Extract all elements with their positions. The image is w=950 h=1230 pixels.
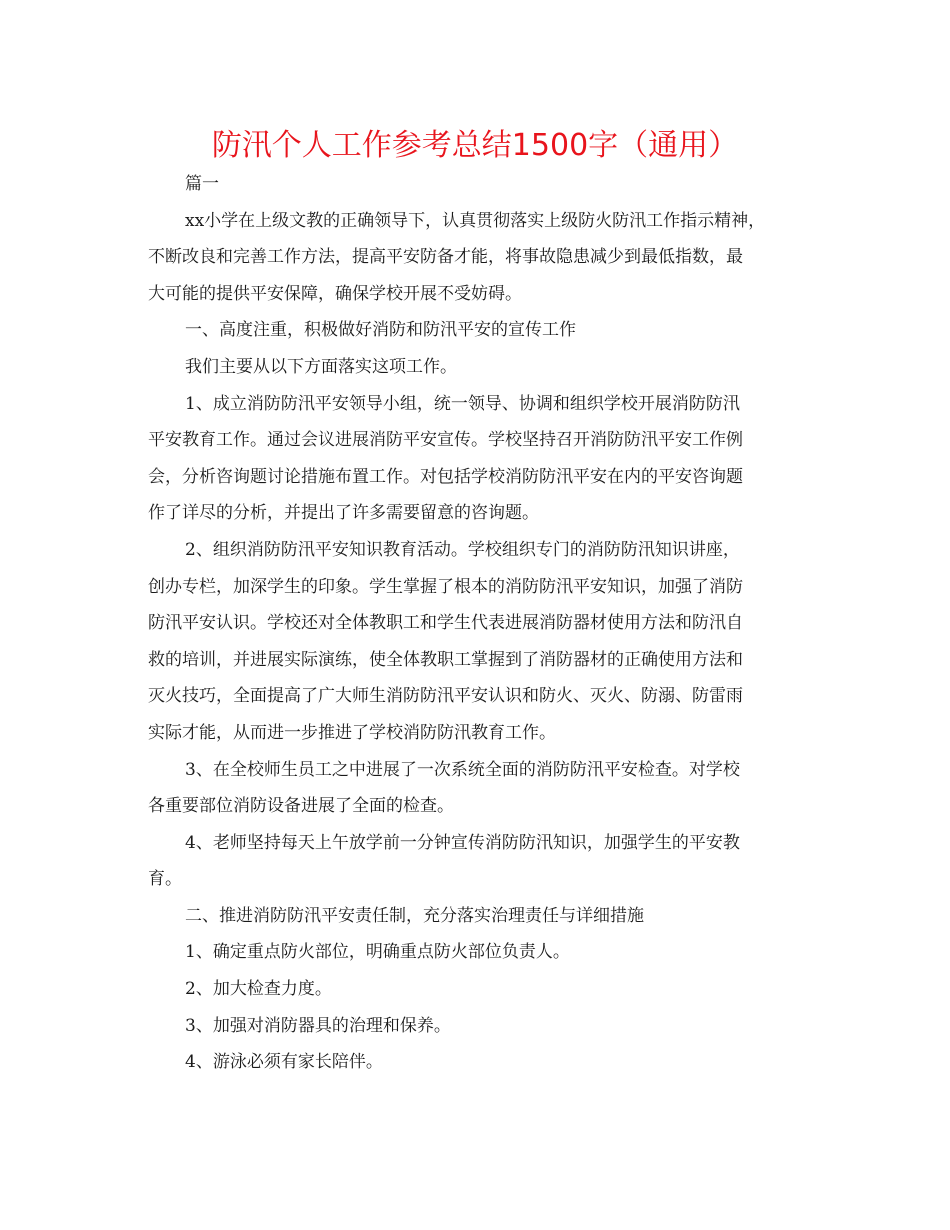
text-line: 2、加大检查力度。 <box>185 979 332 1000</box>
text-line: 1、确定重点防火部位，明确重点防火部位负责人。 <box>185 942 570 963</box>
document-body <box>148 166 808 1081</box>
text-line: 4、老师坚持每天上午放学前一分钟宣传消防防汛知识，加强学生的平安教 <box>185 832 740 853</box>
text-line: 作了详尽的分析，并提出了许多需要留意的咨询题。 <box>148 503 539 524</box>
text-line: 平安教育工作。通过会议进展消防平安宣传。学校坚持召开消防防汛平安工作例 <box>148 430 743 451</box>
text-line: 救的培训，并进展实际演练，使全体教职工掌握到了消防器材的正确使用方法和 <box>148 649 743 670</box>
text-line: 3、在全校师生员工之中进展了一次系统全面的消防防汛平安检查。对学校 <box>185 759 740 780</box>
text-line: 我们主要从以下方面落实这项工作。 <box>185 356 457 377</box>
text-line: 防汛平安认识。学校还对全体教职工和学生代表进展消防器材使用方法和防汛自 <box>148 613 743 634</box>
text-line: 会，分析咨询题讨论措施布置工作。对包括学校消防防汛平安在内的平安咨询题 <box>148 466 743 487</box>
text-line: 2、组织消防防汛平安知识教育活动。学校组织专门的消防防汛知识讲座， <box>185 539 740 560</box>
text-line: 3、加强对消防器具的治理和保养。 <box>185 1015 451 1036</box>
text-line: 1、成立消防防汛平安领导小组，统一领导、协调和组织学校开展消防防汛 <box>185 393 740 414</box>
text-line: 4、游泳必须有家长陪伴。 <box>185 1052 383 1073</box>
text-line: 不断改良和完善工作方法，提高平安防备才能，将事故隐患减少到最低指数，最 <box>148 247 743 268</box>
text-line: 一、高度注重，积极做好消防和防汛平安的宣传工作 <box>185 320 576 341</box>
text-line: 灭火技巧，全面提高了广大师生消防防汛平安认识和防火、灭火、防溺、防雷雨 <box>148 686 743 707</box>
text-line: 二、推进消防防汛平安责任制，充分落实治理责任与详细措施 <box>185 905 644 926</box>
text-line: xx小学在上级文教的正确领导下，认真贯彻落实上级防火防汛工作指示精神， <box>185 210 766 231</box>
text-line: 实际才能，从而进一步推进了学校消防防汛教育工作。 <box>148 722 556 743</box>
text-line: 篇一 <box>185 174 219 194</box>
text-line: 各重要部位消防设备进展了全面的检查。 <box>148 796 454 817</box>
document-title: 防汛个人工作参考总结1500字（通用） <box>211 128 739 163</box>
text-line: 创办专栏，加深学生的印象。学生掌握了根本的消防防汛平安知识，加强了消防 <box>148 576 743 597</box>
text-line: 大可能的提供平安保障，确保学校开展不受妨碍。 <box>148 283 522 304</box>
text-line: 育。 <box>148 869 182 890</box>
